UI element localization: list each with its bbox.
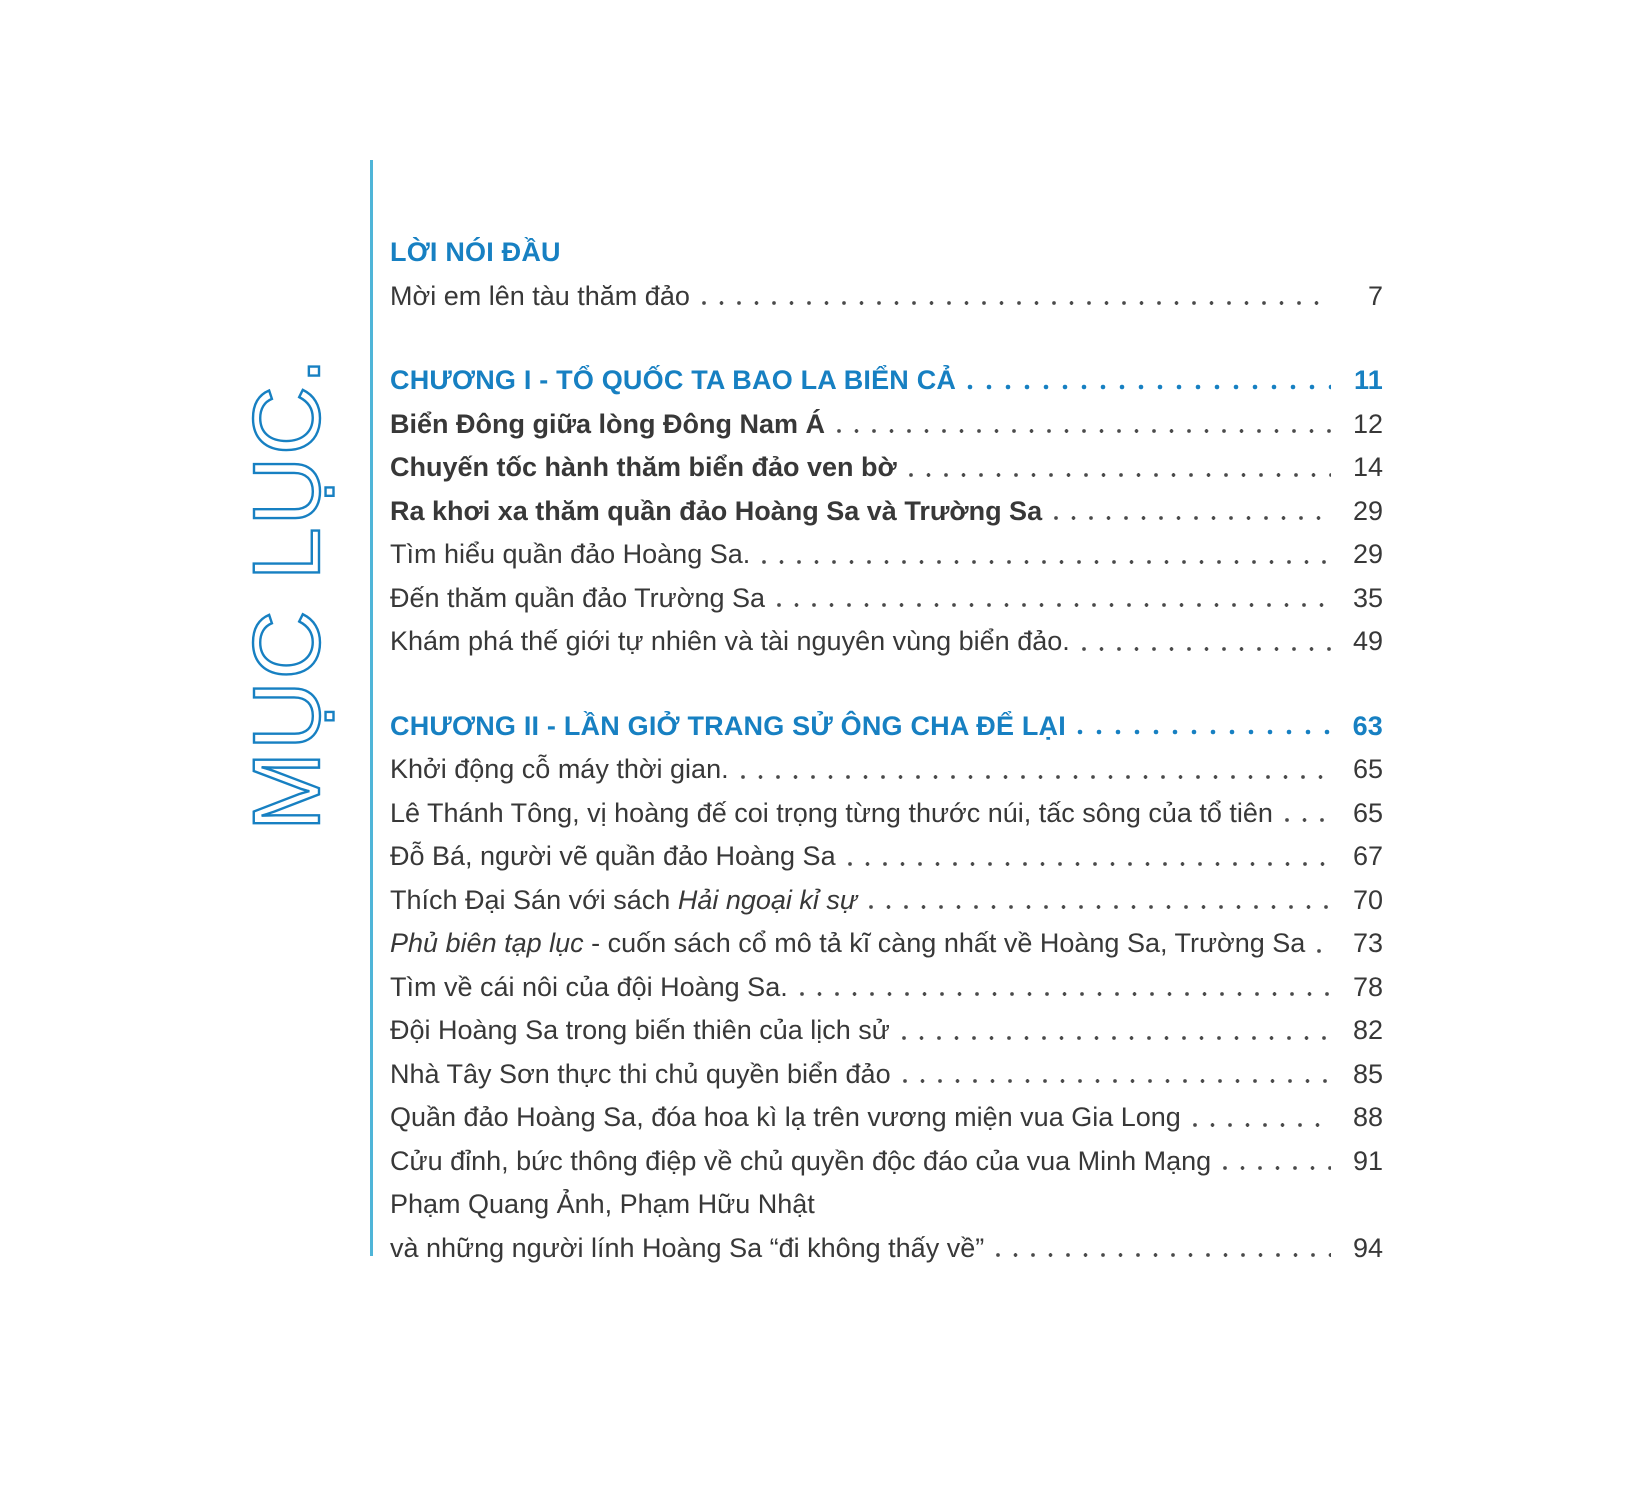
toc-item-label-part: Lê Thánh Tông, vị hoàng đế coi trọng từng thước núi, tấc sông của tổ tiên [390,797,1273,828]
toc-page-number: 70 [1352,884,1383,915]
toc-item-label-part: Khám phá thế giới tự nhiên và tài nguyên vùng biển đảo. [390,626,1070,657]
dot-leader [1076,726,1331,738]
dot-leader [1191,1119,1331,1131]
toc-item-label-italic-part: Phủ biên tạp lục [390,928,584,959]
toc-page-number: 88 [1352,1102,1383,1133]
toc-item [390,490,1383,534]
vertical-divider-line [370,160,373,1256]
toc-item-label [390,1233,984,1264]
toc-page-number: 49 [1352,626,1383,657]
toc-item-label-part: Tìm hiểu quần đảo Hoàng Sa. [390,539,751,570]
dot-leader [867,901,1331,913]
toc-item-label [390,281,690,312]
dot-leader [1221,1162,1331,1174]
toc-page-number: 12 [1352,408,1383,439]
toc-item-label [390,452,897,483]
toc-chapter-label [390,365,956,396]
toc-item [390,620,1383,664]
dot-leader [900,1032,1331,1044]
toc-item [390,748,1383,792]
toc-item [390,446,1383,490]
toc-item-label [390,885,857,916]
toc-item [390,879,1383,923]
toc-item-label-part: - cuốn sách cổ mô tả kĩ càng nhất về Hoàng Sa, Trường Sa [583,928,1306,959]
toc-item-label [390,583,765,614]
dot-leader [775,599,1331,611]
toc-item-label-part: Đỗ Bá, người vẽ quần đảo Hoàng Sa [390,841,836,872]
toc-item [390,533,1383,577]
dot-leader [907,469,1331,481]
toc-item [390,275,1383,319]
toc-item [390,1183,1383,1227]
toc-page-number: 94 [1352,1232,1383,1263]
toc-item-label-part: Biển Đông giữa lòng Đông Nam Á [390,408,826,439]
toc-item-label-part: Nhà Tây Sơn thực thi chủ quyền biển đảo [390,1058,891,1089]
toc-item-label [390,928,1305,959]
toc-chapter-header [390,231,1383,275]
dot-leader [1052,512,1331,524]
toc-item-label-part: LỜI NÓI ĐẦU [390,237,561,268]
dot-leader [1315,945,1331,957]
toc-item-label-part: Khởi động cỗ máy thời gian. [390,754,729,785]
toc-item-label-part: Chuyến tốc hành thăm biển đảo ven bờ [390,452,897,483]
toc-item-label [390,1102,1181,1133]
page-title-vertical: MỤC LỤC. [234,355,340,831]
toc-page-number: 63 [1352,710,1383,741]
toc-page-number: 29 [1352,495,1383,526]
toc-page-number: 7 [1367,280,1383,311]
toc-item-label [390,841,836,872]
toc-item-label [390,1015,890,1046]
toc-item-label [390,539,750,570]
toc-item [390,1227,1383,1271]
toc-page-number: 35 [1352,582,1383,613]
toc-page-number: 65 [1352,754,1383,785]
toc-item-label-part: Đội Hoàng Sa trong biến thiên của lịch sử [390,1015,890,1046]
dot-leader [1283,814,1331,826]
toc [390,231,1383,1270]
toc-item-label [390,798,1273,829]
toc-item-label [390,1146,1211,1177]
toc-item-label-italic-part: Hải ngoại kỉ sự [677,884,858,915]
toc-page-number: 11 [1354,365,1383,396]
toc-item [390,1140,1383,1184]
toc-item-label-part: Cửu đỉnh, bức thông điệp về chủ quyền độc đáo của vua Minh Mạng [390,1145,1212,1176]
toc-page-number: 65 [1352,797,1383,828]
toc-page-number: 67 [1352,841,1383,872]
toc-item-label [390,626,1070,657]
toc-item [390,792,1383,836]
toc-item-label [390,1189,815,1220]
toc-item-label [390,972,788,1003]
dot-leader [760,556,1331,568]
dot-leader [901,1075,1331,1087]
toc-page-number: 78 [1352,971,1383,1002]
toc-section [390,231,1383,318]
toc-section [390,705,1383,1271]
toc-item [390,966,1383,1010]
toc-page-number: 29 [1352,539,1383,570]
dot-leader [966,381,1331,393]
toc-item [390,403,1383,447]
toc-item-label-part: CHƯƠNG II - LẦN GIỞ TRANG SỬ ÔNG CHA ĐỂ LẠI [390,710,1066,741]
toc-chapter-label [390,237,561,268]
dot-leader [846,858,1331,870]
toc-page-number: 14 [1352,452,1383,483]
dot-leader [1080,643,1331,655]
toc-chapter-header [390,705,1383,749]
toc-item-label [390,409,825,440]
toc-item-label [390,496,1042,527]
dot-leader [739,771,1331,783]
toc-item [390,1053,1383,1097]
toc-page-number: 73 [1352,928,1383,959]
toc-item-label-part: Tìm về cái nôi của đội Hoàng Sa. [390,971,788,1002]
toc-item [390,835,1383,879]
toc-item-label-part: Mời em lên tàu thăm đảo [390,280,690,311]
dot-leader [700,297,1331,309]
toc-page-number: 91 [1352,1145,1383,1176]
toc-chapter-label [390,711,1066,742]
dot-leader [798,988,1331,1000]
toc-item [390,922,1383,966]
toc-item-label-part: Ra khơi xa thăm quần đảo Hoàng Sa và Trường Sa [390,495,1043,526]
toc-item [390,1009,1383,1053]
toc-item [390,577,1383,621]
toc-page-number: 82 [1352,1015,1383,1046]
toc-item [390,1096,1383,1140]
toc-item-label-part: Quần đảo Hoàng Sa, đóa hoa kì lạ trên vương miện vua Gia Long [390,1102,1181,1133]
toc-item-label-part: Phạm Quang Ảnh, Phạm Hữu Nhật [390,1189,815,1220]
toc-page-number: 85 [1352,1058,1383,1089]
dot-leader [835,425,1331,437]
toc-section [390,359,1383,664]
toc-item-label-part: Thích Đại Sán với sách [390,884,678,915]
toc-item-label-part: và những người lính Hoàng Sa “đi không thấy về” [390,1232,985,1263]
toc-item-label [390,754,729,785]
toc-item-label-part: CHƯƠNG I - TỔ QUỐC TA BAO LA BIỂN CẢ [390,365,957,396]
toc-chapter-header [390,359,1383,403]
toc-item-label [390,1059,891,1090]
dot-leader [994,1249,1331,1261]
toc-item-label-part: Đến thăm quần đảo Trường Sa [390,582,766,613]
